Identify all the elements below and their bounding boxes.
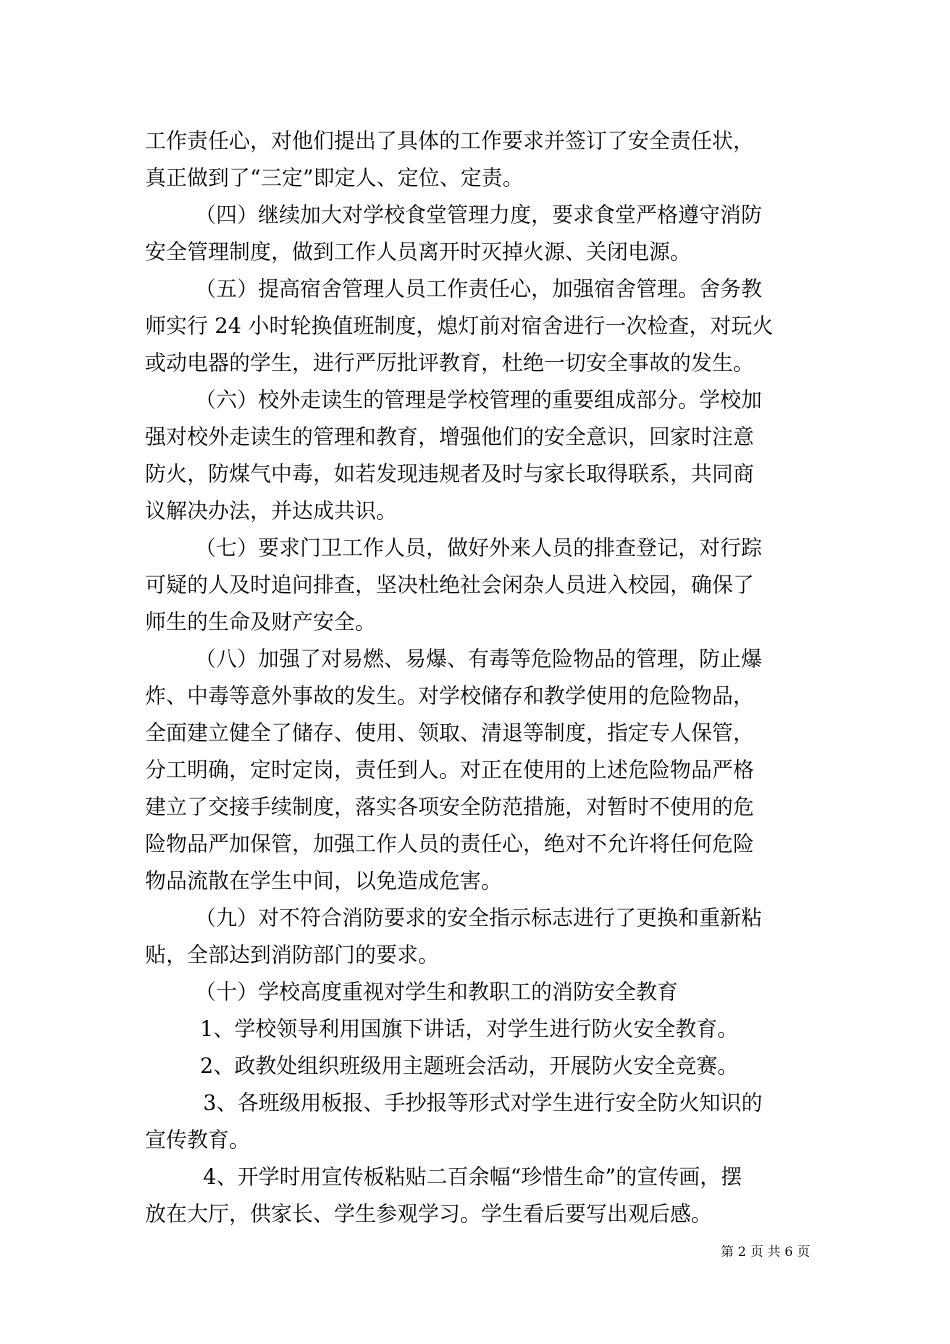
body-line: （七）要求门卫工作人员，做好外来人员的排查登记，对行踪 (195, 536, 762, 560)
body-line: 分工明确，定时定岗，责任到人。对正在使用的上述危险物品严格 (145, 758, 754, 782)
body-line: 放在大厅，供家长、学生参观学习。学生看后要写出观后感。 (145, 1202, 712, 1226)
body-line: 或动电器的学生，进行严厉批评教育，杜绝一切安全事故的发生。 (145, 351, 754, 375)
page-number: 第 2 页 共 6 页 (720, 1245, 810, 1260)
body-line: （九）对不符合消防要求的安全指示标志进行了更换和重新粘 (195, 906, 762, 930)
body-line: 炸、中毒等意外事故的发生。对学校储存和教学使用的危险物品， (145, 684, 754, 708)
body-line: （十）学校高度重视对学生和教职工的消防安全教育 (195, 980, 678, 1004)
list-item: 3、各班级用板报、手抄报等形式对学生进行安全防火知识的 (203, 1091, 763, 1115)
body-line: （八）加强了对易燃、易爆、有毒等危险物品的管理，防止爆 (195, 647, 762, 671)
body-line: 可疑的人及时追问排查，坚决杜绝社会闲杂人员进入校园，确保了 (145, 573, 754, 597)
body-line: 强对校外走读生的管理和教育，增强他们的安全意识，回家时注意 (145, 425, 754, 449)
body-line: （五）提高宿舍管理人员工作责任心，加强宿舍管理。舍务教 (195, 277, 762, 301)
body-line: 建立了交接手续制度，落实各项安全防范措施，对暂时不使用的危 (145, 795, 754, 819)
body-line: （六）校外走读生的管理是学校管理的重要组成部分。学校加 (195, 388, 762, 412)
body-line: （四）继续加大对学校食堂管理力度，要求食堂严格遵守消防 (195, 203, 762, 227)
body-line: 师生的生命及财产安全。 (145, 610, 376, 634)
body-line: 防火，防煤气中毒，如若发现违规者及时与家长取得联系，共同商 (145, 462, 754, 486)
body-line: 险物品严加保管，加强工作人员的责任心，绝对不允许将任何危险 (145, 832, 754, 856)
body-line: 物品流散在学生中间，以免造成危害。 (145, 869, 502, 893)
body-line: 工作责任心，对他们提出了具体的工作要求并签订了安全责任状， (145, 129, 754, 153)
body-line: 贴，全部达到消防部门的要求。 (145, 943, 439, 967)
body-line: 议解决办法，并达成共识。 (145, 499, 397, 523)
list-item: 1、学校领导利用国旗下讲话，对学生进行防火安全教育。 (200, 1017, 739, 1041)
body-line: 全面建立健全了储存、使用、领取、清退等制度，指定专人保管， (145, 721, 754, 745)
list-item: 2、政教处组织班级用主题班会活动，开展防火安全竞赛。 (200, 1054, 739, 1078)
body-line: 师实行 24 小时轮换值班制度，熄灯前对宿舍进行一次检查，对玩火 (145, 314, 774, 338)
body-line: 宣传教育。 (145, 1128, 250, 1152)
list-item: 4、开学时用宣传板粘贴二百余幅“珍惜生命”的宣传画，摆 (203, 1165, 742, 1189)
body-line: 安全管理制度，做到工作人员离开时灭掉火源、关闭电源。 (145, 240, 691, 264)
body-line: 真正做到了“三定”即定人、定位、定责。 (145, 166, 524, 190)
